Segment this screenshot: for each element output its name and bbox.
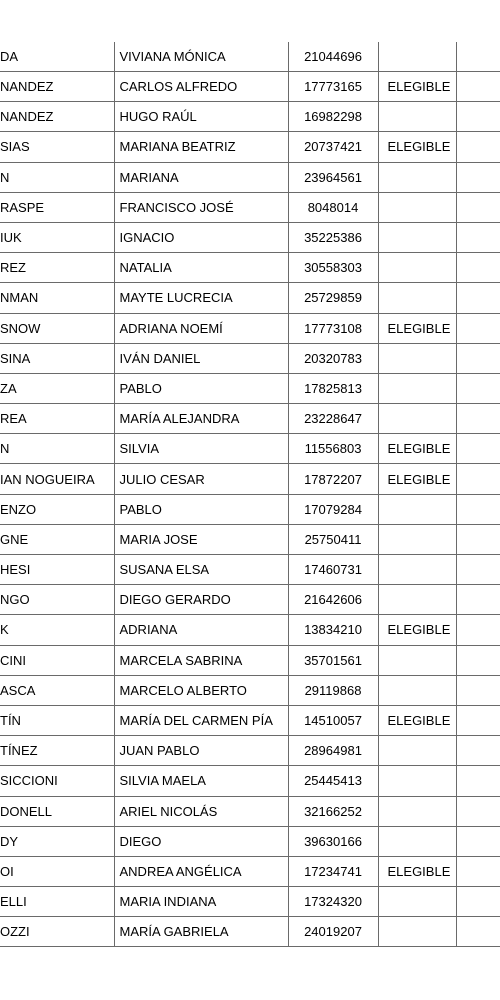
table-row <box>0 464 500 494</box>
last-name-cell: OZZI <box>0 917 114 947</box>
dni-cell: 17460731 <box>288 555 378 585</box>
status-cell <box>378 555 456 585</box>
table-row <box>0 645 500 675</box>
table-row <box>0 524 500 554</box>
table-row <box>0 826 500 856</box>
first-name-cell: FRANCISCO JOSÉ <box>114 192 288 222</box>
first-name-cell: SILVIA <box>114 434 288 464</box>
first-name-cell: SILVIA MAELA <box>114 766 288 796</box>
table-row <box>0 856 500 886</box>
first-name-cell: MARÍA DEL CARMEN PÍA <box>114 705 288 735</box>
status-cell <box>378 675 456 705</box>
dni-cell: 24019207 <box>288 917 378 947</box>
last-name-cell: RASPE <box>0 192 114 222</box>
empty-cell <box>456 464 500 494</box>
empty-cell <box>456 434 500 464</box>
table-row <box>0 434 500 464</box>
last-name-cell: N <box>0 434 114 464</box>
table-row <box>0 736 500 766</box>
table-body <box>0 42 500 947</box>
last-name-cell: TÍN <box>0 705 114 735</box>
status-cell <box>378 766 456 796</box>
empty-cell <box>456 585 500 615</box>
dni-cell: 20737421 <box>288 132 378 162</box>
last-name-cell: SNOW <box>0 313 114 343</box>
document-table-page <box>0 42 500 947</box>
status-cell <box>378 162 456 192</box>
table-row <box>0 253 500 283</box>
table-row <box>0 283 500 313</box>
status-cell <box>378 343 456 373</box>
last-name-cell: OI <box>0 856 114 886</box>
empty-cell <box>456 253 500 283</box>
status-cell <box>378 222 456 252</box>
status-cell <box>378 192 456 222</box>
status-cell: ELEGIBLE <box>378 856 456 886</box>
dni-cell: 23964561 <box>288 162 378 192</box>
last-name-cell: TÍNEZ <box>0 736 114 766</box>
table-row <box>0 917 500 947</box>
empty-cell <box>456 645 500 675</box>
status-cell: ELEGIBLE <box>378 705 456 735</box>
first-name-cell: JULIO CESAR <box>114 464 288 494</box>
last-name-cell: ZA <box>0 373 114 403</box>
table-row <box>0 42 500 72</box>
dni-cell: 25729859 <box>288 283 378 313</box>
empty-cell <box>456 736 500 766</box>
table-row <box>0 222 500 252</box>
first-name-cell: PABLO <box>114 494 288 524</box>
table-row <box>0 796 500 826</box>
status-cell: ELEGIBLE <box>378 615 456 645</box>
status-cell: ELEGIBLE <box>378 464 456 494</box>
empty-cell <box>456 917 500 947</box>
first-name-cell: DIEGO <box>114 826 288 856</box>
status-cell <box>378 585 456 615</box>
empty-cell <box>456 404 500 434</box>
empty-cell <box>456 826 500 856</box>
last-name-cell: REZ <box>0 253 114 283</box>
empty-cell <box>456 373 500 403</box>
table-row <box>0 675 500 705</box>
last-name-cell: NANDEZ <box>0 102 114 132</box>
empty-cell <box>456 615 500 645</box>
dni-cell: 17773108 <box>288 313 378 343</box>
first-name-cell: ARIEL NICOLÁS <box>114 796 288 826</box>
first-name-cell: MARCELO ALBERTO <box>114 675 288 705</box>
dni-cell: 8048014 <box>288 192 378 222</box>
empty-cell <box>456 222 500 252</box>
first-name-cell: MARIA JOSE <box>114 524 288 554</box>
empty-cell <box>456 675 500 705</box>
status-cell <box>378 645 456 675</box>
first-name-cell: MARIANA <box>114 162 288 192</box>
last-name-cell: NGO <box>0 585 114 615</box>
empty-cell <box>456 132 500 162</box>
empty-cell <box>456 555 500 585</box>
last-name-cell: ENZO <box>0 494 114 524</box>
table-row <box>0 585 500 615</box>
empty-cell <box>456 162 500 192</box>
last-name-cell: IAN NOGUEIRA <box>0 464 114 494</box>
last-name-cell: IUK <box>0 222 114 252</box>
last-name-cell: SICCIONI <box>0 766 114 796</box>
dni-cell: 11556803 <box>288 434 378 464</box>
last-name-cell: HESI <box>0 555 114 585</box>
first-name-cell: SUSANA ELSA <box>114 555 288 585</box>
table-row <box>0 887 500 917</box>
last-name-cell: SIAS <box>0 132 114 162</box>
last-name-cell: NMAN <box>0 283 114 313</box>
status-cell <box>378 283 456 313</box>
status-cell <box>378 253 456 283</box>
dni-cell: 25750411 <box>288 524 378 554</box>
table-row <box>0 313 500 343</box>
empty-cell <box>456 42 500 72</box>
first-name-cell: ADRIANA NOEMÍ <box>114 313 288 343</box>
status-cell <box>378 887 456 917</box>
first-name-cell: PABLO <box>114 373 288 403</box>
dni-cell: 32166252 <box>288 796 378 826</box>
dni-cell: 14510057 <box>288 705 378 735</box>
status-cell <box>378 736 456 766</box>
status-cell <box>378 373 456 403</box>
last-name-cell: DY <box>0 826 114 856</box>
status-cell <box>378 917 456 947</box>
empty-cell <box>456 766 500 796</box>
last-name-cell: NANDEZ <box>0 72 114 102</box>
table-row <box>0 705 500 735</box>
empty-cell <box>456 343 500 373</box>
dni-cell: 20320783 <box>288 343 378 373</box>
table-row <box>0 192 500 222</box>
dni-cell: 17324320 <box>288 887 378 917</box>
dni-cell: 17825813 <box>288 373 378 403</box>
dni-cell: 17773165 <box>288 72 378 102</box>
first-name-cell: ADRIANA <box>114 615 288 645</box>
status-cell <box>378 404 456 434</box>
first-name-cell: MARÍA GABRIELA <box>114 917 288 947</box>
dni-cell: 17872207 <box>288 464 378 494</box>
first-name-cell: MARIA INDIANA <box>114 887 288 917</box>
first-name-cell: MARIANA BEATRIZ <box>114 132 288 162</box>
empty-cell <box>456 705 500 735</box>
table-row <box>0 343 500 373</box>
last-name-cell: DONELL <box>0 796 114 826</box>
first-name-cell: VIVIANA MÓNICA <box>114 42 288 72</box>
status-cell <box>378 494 456 524</box>
table-row <box>0 494 500 524</box>
last-name-cell: CINI <box>0 645 114 675</box>
table-row <box>0 162 500 192</box>
last-name-cell: SINA <box>0 343 114 373</box>
empty-cell <box>456 796 500 826</box>
table-row <box>0 555 500 585</box>
first-name-cell: MARÍA ALEJANDRA <box>114 404 288 434</box>
empty-cell <box>456 313 500 343</box>
status-cell: ELEGIBLE <box>378 313 456 343</box>
empty-cell <box>456 102 500 132</box>
status-cell <box>378 102 456 132</box>
status-cell: ELEGIBLE <box>378 434 456 464</box>
dni-cell: 30558303 <box>288 253 378 283</box>
table-row <box>0 373 500 403</box>
last-name-cell: ELLI <box>0 887 114 917</box>
empty-cell <box>456 494 500 524</box>
table-row <box>0 132 500 162</box>
dni-cell: 29119868 <box>288 675 378 705</box>
first-name-cell: IGNACIO <box>114 222 288 252</box>
empty-cell <box>456 72 500 102</box>
table-row <box>0 404 500 434</box>
dni-cell: 35701561 <box>288 645 378 675</box>
status-cell <box>378 524 456 554</box>
dni-cell: 25445413 <box>288 766 378 796</box>
first-name-cell: JUAN PABLO <box>114 736 288 766</box>
table-row <box>0 72 500 102</box>
first-name-cell: IVÁN DANIEL <box>114 343 288 373</box>
first-name-cell: MARCELA SABRINA <box>114 645 288 675</box>
empty-cell <box>456 524 500 554</box>
first-name-cell: ANDREA ANGÉLICA <box>114 856 288 886</box>
table-row <box>0 615 500 645</box>
dni-cell: 21044696 <box>288 42 378 72</box>
status-cell <box>378 826 456 856</box>
first-name-cell: MAYTE LUCRECIA <box>114 283 288 313</box>
last-name-cell: REA <box>0 404 114 434</box>
dni-cell: 16982298 <box>288 102 378 132</box>
table-row <box>0 766 500 796</box>
last-name-cell: GNE <box>0 524 114 554</box>
dni-cell: 23228647 <box>288 404 378 434</box>
dni-cell: 35225386 <box>288 222 378 252</box>
empty-cell <box>456 283 500 313</box>
dni-cell: 28964981 <box>288 736 378 766</box>
status-cell <box>378 796 456 826</box>
status-cell: ELEGIBLE <box>378 132 456 162</box>
dni-cell: 21642606 <box>288 585 378 615</box>
dni-cell: 13834210 <box>288 615 378 645</box>
first-name-cell: NATALIA <box>114 253 288 283</box>
first-name-cell: DIEGO GERARDO <box>114 585 288 615</box>
status-cell <box>378 42 456 72</box>
dni-cell: 17234741 <box>288 856 378 886</box>
last-name-cell: DA <box>0 42 114 72</box>
empty-cell <box>456 887 500 917</box>
last-name-cell: K <box>0 615 114 645</box>
applicant-table <box>0 42 500 947</box>
dni-cell: 17079284 <box>288 494 378 524</box>
first-name-cell: CARLOS ALFREDO <box>114 72 288 102</box>
empty-cell <box>456 192 500 222</box>
last-name-cell: ASCA <box>0 675 114 705</box>
status-cell: ELEGIBLE <box>378 72 456 102</box>
first-name-cell: HUGO RAÚL <box>114 102 288 132</box>
last-name-cell: N <box>0 162 114 192</box>
table-row <box>0 102 500 132</box>
empty-cell <box>456 856 500 886</box>
dni-cell: 39630166 <box>288 826 378 856</box>
